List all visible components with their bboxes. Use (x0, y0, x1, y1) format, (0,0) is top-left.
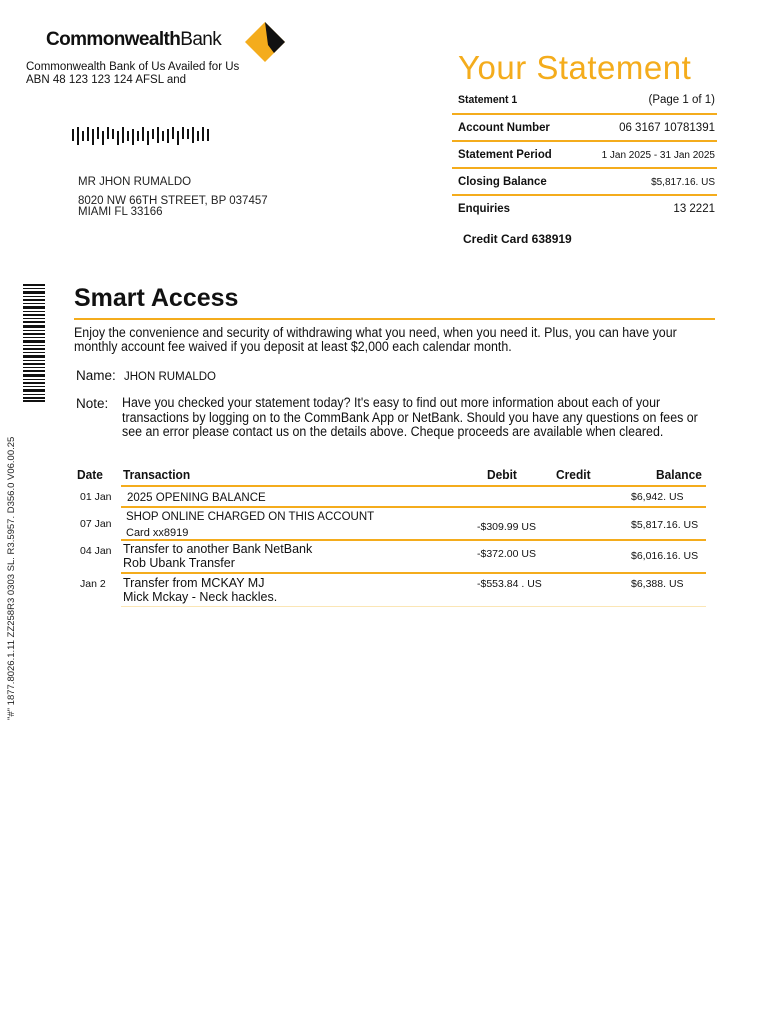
address-line-3: MIAMI FL 33166 (78, 206, 163, 218)
table-row-rule (121, 539, 706, 541)
name-value: JHON RUMALDO (124, 371, 217, 383)
statement-number-label: Statement 1 (458, 94, 518, 106)
side-reference-code: "#" 1877.8026.1.11 ZZ258R3 0303 SL. R3.5957. D356.0 V06.00.25 (6, 436, 17, 720)
table-row-balance: $6,016.16. US (631, 550, 699, 562)
table-row-debit: -$372.00 US (477, 548, 536, 560)
side-barcode-icon (23, 284, 45, 402)
statement-heading: Your Statement (458, 49, 692, 86)
note-text: Have you checked your statement today? It's easy to find out more information about each of your transactions by logging on to the CommBank App or NetBank. Should you have any questions on fees or see an error please contact us on the details above. Cheque proceeds are available when cleared. (122, 395, 698, 439)
closing-balance-row (452, 168, 717, 196)
account-number-row (452, 114, 717, 142)
table-row-description (126, 510, 374, 540)
address-line-1: MR JHON RUMALDO (78, 176, 192, 188)
bank-subline-2: ABN 48 123 123 124 AFSL and (26, 74, 187, 86)
closing-balance-label: Closing Balance (458, 174, 547, 188)
column-header-transaction: Transaction (123, 467, 191, 482)
table-header-rule (121, 485, 706, 487)
account-number-value: 06 3167 10781391 (619, 122, 715, 134)
table-row-date: 01 Jan (80, 491, 112, 503)
diamond-logo-icon (244, 21, 286, 63)
credit-card-number: Credit Card 638919 (463, 232, 572, 246)
column-header-debit: Debit (487, 467, 517, 482)
customer-address (78, 177, 268, 218)
table-end-rule (121, 606, 706, 607)
logo-bold-text: Commonwealth (46, 29, 181, 50)
table-row-line1: SHOP ONLINE CHARGED ON THIS ACCOUNT (126, 511, 375, 523)
column-header-date: Date (77, 467, 103, 482)
table-row-date: 07 Jan (80, 518, 112, 530)
column-header-credit: Credit (556, 467, 591, 482)
name-label: Name: (76, 368, 116, 383)
table-row-line1: Transfer from MCKAY MJ (123, 576, 265, 590)
table-row-balance: $6,388. US (631, 578, 684, 590)
statement-page-label: (Page 1 of 1) (648, 94, 715, 106)
table-row-line2: Mick Mckay - Neck hackles. (123, 590, 278, 604)
bank-legal-lines (26, 61, 239, 87)
table-row-line1: 2025 OPENING BALANCE (127, 492, 266, 504)
table-row-line2: Card xx8919 (126, 527, 189, 539)
section-intro: Enjoy the convenience and security of withdrawing what you need, when you need it. Plus, you can have your monthly account fee waived if you deposit at least $2,000 each calendar month. (74, 325, 677, 354)
account-number-label: Account Number (458, 120, 550, 134)
bank-subline-1: Commonwealth Bank of Us Availed for Us (26, 61, 240, 73)
table-row-balance: $6,942. US (631, 491, 684, 503)
table-row-line1: Transfer to another Bank NetBank (123, 542, 313, 556)
column-header-balance: Balance (656, 467, 702, 482)
table-row-debit: -$553.84 . US (477, 578, 542, 590)
section-divider (74, 318, 715, 320)
table-row-balance: $5,817.16. US (631, 519, 699, 531)
closing-balance-value: $5,817.16. US (651, 177, 715, 188)
statement-period-value: 1 Jan 2025 - 31 Jan 2025 (601, 150, 715, 161)
table-row-date: Jan 2 (80, 578, 106, 590)
table-row-rule (121, 506, 706, 508)
note-label: Note: (76, 396, 109, 411)
table-row-debit: -$309.99 US (477, 521, 536, 533)
table-row-date: 04 Jan (80, 545, 112, 557)
table-row-description (123, 542, 312, 570)
table-row-line2: Rob Ubank Transfer (123, 556, 235, 570)
bank-logo-wordmark (46, 29, 221, 51)
enquiries-label: Enquiries (458, 201, 510, 215)
table-row-description (123, 576, 277, 604)
table-row-description (127, 490, 266, 505)
enquiries-value: 13 2221 (673, 203, 715, 215)
statement-period-label: Statement Period (458, 147, 552, 161)
statement-number-rule (452, 88, 717, 115)
logo-regular-text: Bank (180, 29, 222, 50)
section-title: Smart Access (74, 284, 239, 312)
table-row-rule (121, 572, 706, 574)
address-line-2: 8020 NW 66TH STREET, BP 037457 (78, 195, 268, 207)
postal-barcode-icon (72, 127, 212, 147)
statement-period-row (452, 141, 717, 169)
enquiries-row (452, 195, 717, 221)
